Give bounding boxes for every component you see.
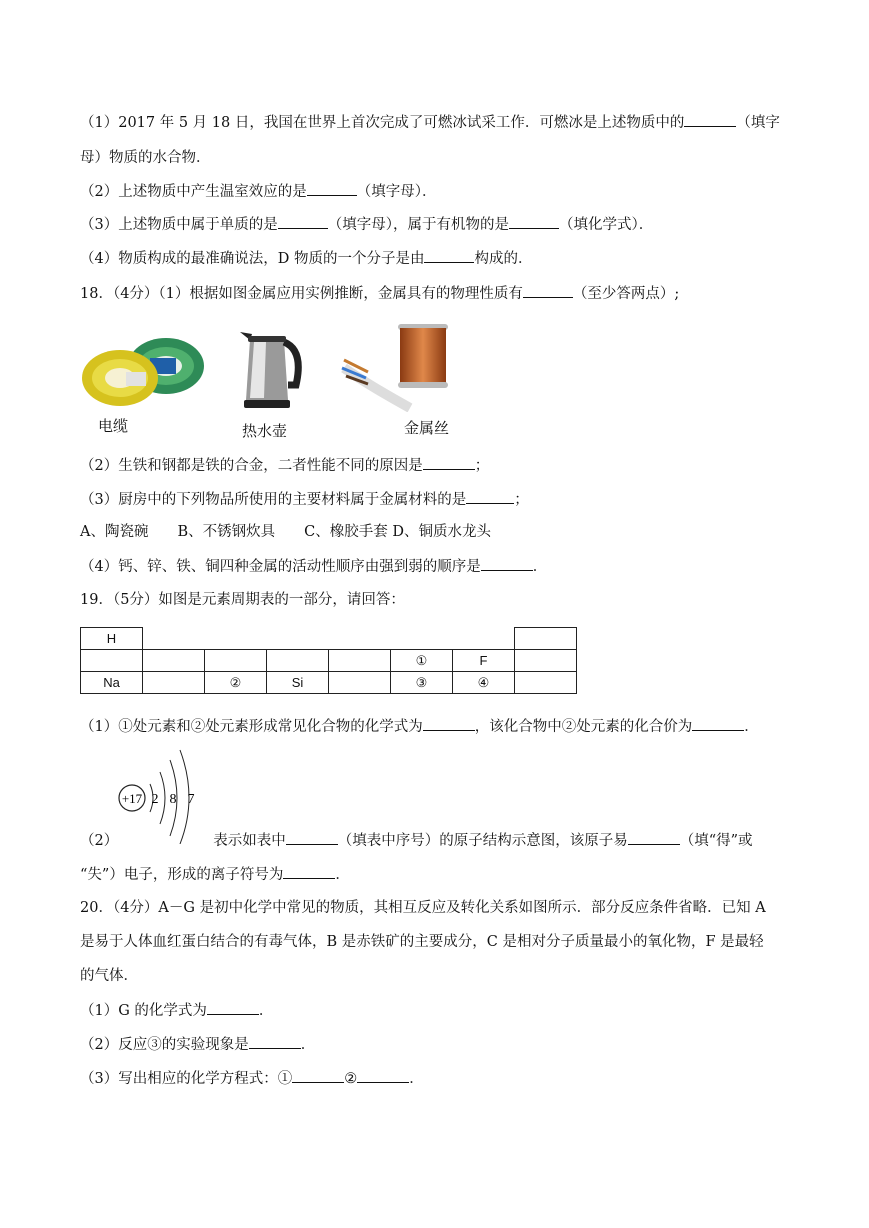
answer-blank[interactable] <box>523 283 573 298</box>
table-cell <box>329 650 391 672</box>
table-cell: ④ <box>453 672 515 694</box>
cable-coils-image <box>78 328 210 410</box>
table-row <box>81 672 577 694</box>
answer-blank[interactable] <box>286 830 338 845</box>
q19-part1: （1）①处元素和②处元素形成常见化合物的化学式为 ，该化合物中②处元素的化合价为 ． <box>80 716 759 737</box>
table-cell <box>515 650 577 672</box>
q20-part2: （2）反应③的实验现象是 ． <box>80 1034 315 1055</box>
q18-part2: （2）生铁和钢都是铁的合金，二者性能不同的原因是 ； <box>80 455 489 476</box>
table-cell: Si <box>267 672 329 694</box>
periodic-table-fragment <box>80 627 577 694</box>
table-cell <box>453 628 515 650</box>
q17-part1-line1: （1）2017 年 5 月 18 日，我国在世界上首次完成了可燃冰试采工作．可燃冰是上述物质中的 （填字 <box>80 112 780 133</box>
q17-part1-line2: 母）物质的水合物． <box>80 150 211 166</box>
table-cell <box>515 628 577 650</box>
answer-blank[interactable] <box>481 556 533 571</box>
shell-1-electrons: 2 <box>151 792 159 807</box>
shell-3-electrons: 7 <box>187 792 195 807</box>
table-cell: F <box>453 650 515 672</box>
q20-intro-line3: 的气体． <box>80 968 138 984</box>
kettle-label: 热水壶 <box>242 422 288 440</box>
answer-blank[interactable] <box>207 1000 259 1015</box>
answer-blank[interactable] <box>307 181 357 196</box>
answer-blank[interactable] <box>357 1068 409 1083</box>
table-cell <box>391 628 453 650</box>
shell-2-electrons: 8 <box>169 792 177 807</box>
table-cell <box>205 628 267 650</box>
answer-blank[interactable] <box>509 214 559 229</box>
table-cell: ③ <box>391 672 453 694</box>
table-row <box>81 628 577 650</box>
answer-blank[interactable] <box>692 716 744 731</box>
answer-blank[interactable] <box>684 112 736 127</box>
q19-part2-line2: “失”）电子，形成的离子符号为 ． <box>80 864 350 885</box>
nucleus-label: +17 <box>121 791 143 806</box>
answer-blank[interactable] <box>292 1068 344 1083</box>
answer-blank[interactable] <box>249 1034 301 1049</box>
copper-wire-spool-image <box>340 316 462 412</box>
table-cell <box>143 672 205 694</box>
q17-part2: （2）上述物质中产生温室效应的是 （填字母）． <box>80 181 436 202</box>
table-cell: H <box>81 628 143 650</box>
q20-intro-line1: 20．（4分）A－G 是初中化学中常见的物质，其相互反应及转化关系如图所示．部分反应条件省略．已知 A <box>80 900 766 916</box>
q17-part4: （4）物质构成的最准确说法，D 物质的一个分子是由 构成的． <box>80 248 532 269</box>
table-cell <box>143 650 205 672</box>
wire-label: 金属丝 <box>404 419 450 437</box>
q18-part3: （3）厨房中的下列物品所使用的主要材料属于金属材料的是 ； <box>80 489 529 510</box>
table-cell <box>515 672 577 694</box>
answer-blank[interactable] <box>423 455 475 470</box>
q18-options: A、陶瓷碗 B、不锈钢炊具 C、橡胶手套 D、铜质水龙头 <box>80 524 491 540</box>
q20-part1: （1）G 的化学式为 ． <box>80 1000 273 1021</box>
table-cell <box>329 628 391 650</box>
answer-blank[interactable] <box>424 248 474 263</box>
table-cell: ② <box>205 672 267 694</box>
q20-intro-line2: 是易于人体血红蛋白结合的有毒气体，B 是赤铁矿的主要成分，C 是相对分子质量最小的氧化物，F 是最轻 <box>80 934 764 950</box>
answer-blank[interactable] <box>628 830 680 845</box>
q19-part2-line1: （2） 表示如表中 （填表中序号）的原子结构示意图，该原子易 （填“得”或 <box>80 830 753 851</box>
table-cell <box>267 628 329 650</box>
table-cell <box>143 628 205 650</box>
table-cell: Na <box>81 672 143 694</box>
table-cell: ① <box>391 650 453 672</box>
answer-blank[interactable] <box>423 716 475 731</box>
q20-part3: （3）写出相应的化学方程式：① ② ． <box>80 1068 424 1089</box>
answer-blank[interactable] <box>278 214 328 229</box>
electric-kettle-image <box>236 330 308 412</box>
q18-part4: （4）钙、锌、铁、铜四种金属的活动性顺序由强到弱的顺序是 ． <box>80 556 547 577</box>
answer-blank[interactable] <box>466 489 514 504</box>
table-row <box>81 650 577 672</box>
answer-blank[interactable] <box>283 864 335 879</box>
cable-label: 电缆 <box>98 417 129 435</box>
q17-part3: （3）上述物质中属于单质的是 （填字母），属于有机物的是 （填化学式）． <box>80 214 653 235</box>
q19-heading: 19．（5分）如图是元素周期表的一部分，请回答： <box>80 592 405 608</box>
table-cell <box>205 650 267 672</box>
table-cell <box>329 672 391 694</box>
table-cell <box>81 650 143 672</box>
table-cell <box>267 650 329 672</box>
q18-heading: 18．（4分）（1）根据如图金属应用实例推断，金属具有的物理性质有 （至少答两点）; <box>80 283 679 304</box>
